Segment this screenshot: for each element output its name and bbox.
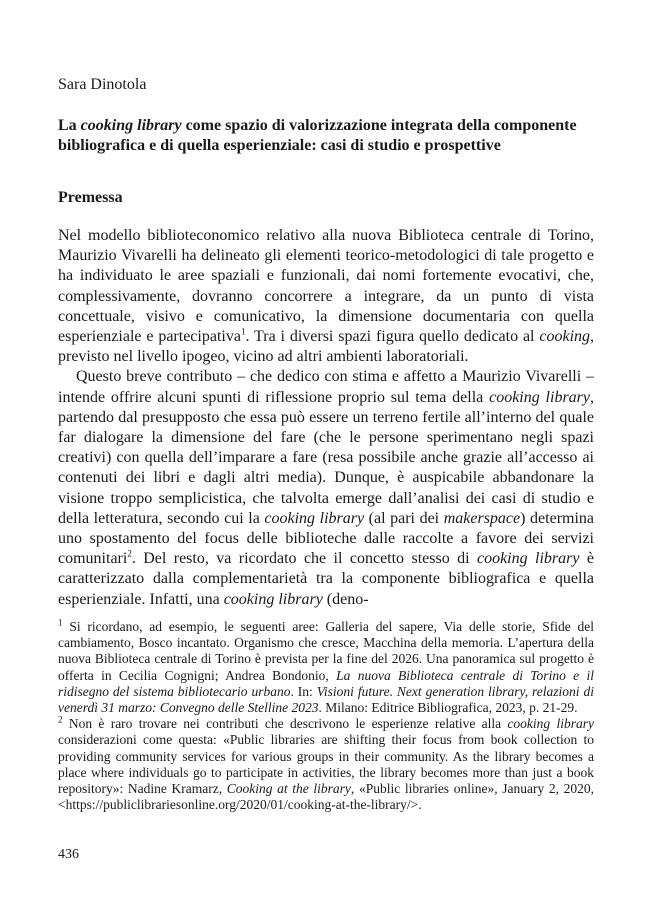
text-run: Questo breve contributo – che dedico con stima e affetto a Maurizio Vivarelli – intende offrire alcuni spunti di riflessione proprio sul tema della <box>58 368 594 406</box>
text-run: Si ricordano, ad esempio, le seguenti aree: Galleria del sapere, Via delle storie, Sfide del cambiamento, Bosco incantato. Organismo che cresce, Macchina della memoria. L’apertura della nuova Biblioteca centrale di Torino è prevista per la fine del 2026. Una panoramica sul progetto è offerta in Cecilia Cognigni; Andrea Bondonio, <box>58 619 594 683</box>
title-text: La <box>58 117 81 134</box>
text-run: , previsto nel livello ipogeo, vicino ad altri ambienti laboratoriali. <box>58 328 595 366</box>
text-run: . In: <box>290 683 317 699</box>
italic-term: La nuova Biblioteca centrale di Torino e il ridisegno del sistema bibliotecario urbano <box>58 667 594 699</box>
page-number: 436 <box>58 847 79 862</box>
italic-term: cooking <box>539 328 591 346</box>
italic-term: cooking library <box>489 388 591 406</box>
footnote-ref-2: 2 <box>127 548 132 559</box>
article-title <box>58 116 594 156</box>
footnotes <box>58 619 594 813</box>
author-name: Sara Dinotola <box>58 76 147 93</box>
title-italic-term: cooking library <box>80 117 182 134</box>
text-run: (al pari dei <box>364 509 444 527</box>
italic-term: cooking library <box>223 590 323 608</box>
text-run: , partendo dal presupposto che essa può essere un terreno fertile all’interno del quale far dialogare la dimensione del fare (che le persone sperimentano negli spazi creativi) con quella dell’imparare a fare (resa possibile anche grazie all’accesso ai contenuti dei libri e dagli altri media). Dunque, è auspicabile abbandonare la visione troppo semplicistica, che talvolta emerge dall’analisi dei casi di studio e della letteratura, secondo cui la <box>58 388 595 527</box>
section-heading: Premessa <box>58 189 123 206</box>
title-text: come spazio di valorizzazione integrata della componente bibliografica e di quella esperienziale: casi di studio e prospettive <box>58 117 577 154</box>
text-run: Non è raro trovare nei contributi che descrivono le esperienze relative alla <box>62 716 508 732</box>
text-run: (deno- <box>322 590 369 608</box>
footnote-number: 2 <box>58 714 63 725</box>
text-run: . Milano: Editrice Bibliografica, 2023, p. 21-29. <box>318 700 578 716</box>
footnote-ref-1: 1 <box>240 326 246 337</box>
footnote-1 <box>58 619 594 716</box>
text-run: . Tra i diversi spazi figura quello dedicato al <box>245 328 540 346</box>
italic-term: Cooking at the library <box>226 781 351 797</box>
text-run: . Del resto, va ricordato che il concetto stesso di <box>131 550 477 568</box>
text-run: è caratterizzato dalla complementarietà tra la componente bibliografica e quella esperienziale. Infatti, una <box>58 550 594 608</box>
footnote-2 <box>58 716 594 813</box>
text-run: ) determina uno spostamento del focus delle biblioteche dalle raccolte a favore dei servizi comunitari <box>58 509 595 568</box>
italic-term: cooking library <box>507 716 594 732</box>
italic-term: cooking library <box>476 550 580 568</box>
paragraph-2 <box>58 367 594 609</box>
italic-term: makerspace <box>443 509 521 527</box>
text-run: , «Public libraries online», January 2, 2020, <https://publiclibrariesonline.org/2020/01/cooking-at-the-library/>. <box>58 781 594 813</box>
footnote-number: 1 <box>58 617 63 628</box>
italic-term: cooking library <box>264 509 365 527</box>
text-run: Nel modello biblioteconomico relativo alla nuova Biblioteca centrale di Torino, Maurizio Vivarelli ha delineato gli elementi teorico-metodologici di tale progetto e ha individuato le aree spaziali e funzionali, dai nomi fortemente evocativi, che, complessivamente, dovranno concorrere a integrare, da un punto di vista concettuale, visivo e comunicativo, la dimensione documentaria con quella esperienziale e partecipativa <box>58 227 594 346</box>
paragraph-1 <box>58 226 594 367</box>
italic-term: Visioni future. Next generation library, relazioni di venerdì 31 marzo: Convegno delle Stelline 2023 <box>58 683 594 716</box>
text-run: considerazioni come questa: «Public libraries are shifting their focus from book collection to providing community services for various groups in their community. As the library becomes a place where individuals go to participate in activities, the library becomes more than just a book repository»: Nadine Kramarz, <box>58 732 594 797</box>
body-text <box>58 226 594 610</box>
